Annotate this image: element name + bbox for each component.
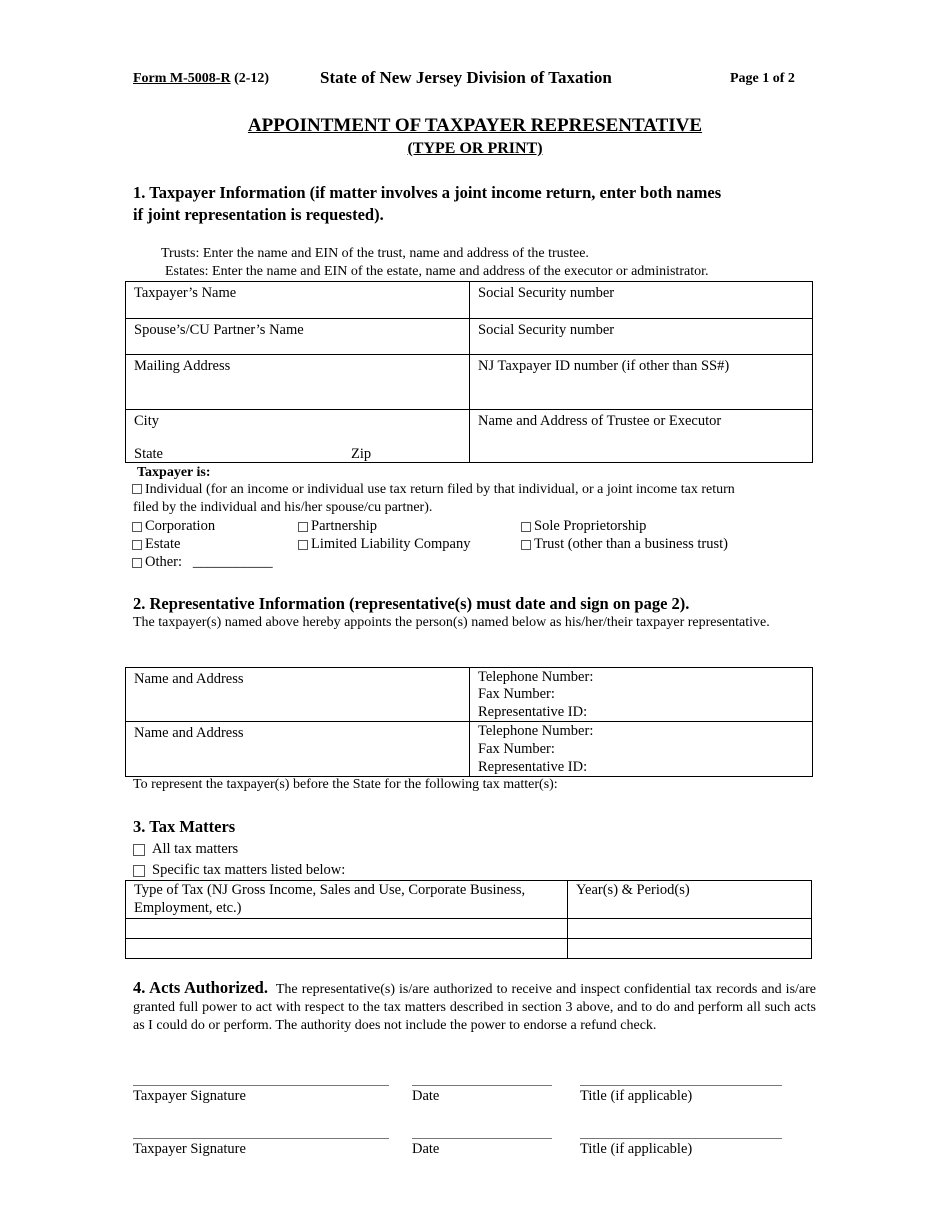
- section2-intro: The taxpayer(s) named above hereby appoints the person(s) named below as his/her/their taxpayer representative.: [133, 615, 770, 630]
- years-cell-2[interactable]: [567, 938, 812, 959]
- sole-proprietorship-option[interactable]: [521, 518, 646, 535]
- section4-heading: 4. Acts Authorized.: [133, 978, 268, 997]
- sole-proprietorship-checkbox[interactable]: [521, 522, 531, 532]
- nj-taxpayer-id-label: NJ Taxpayer ID number (if other than SS#): [478, 358, 730, 374]
- trust-option[interactable]: [521, 536, 728, 553]
- partnership-checkbox[interactable]: [298, 522, 308, 532]
- section3-heading: 3. Tax Matters: [133, 817, 236, 836]
- rep1-fax-label: Fax Number:: [478, 686, 555, 702]
- llc-option[interactable]: [298, 536, 470, 553]
- rep2-fax-label: Fax Number:: [478, 741, 555, 757]
- years-header: [567, 880, 812, 919]
- state-label: State: [134, 446, 163, 462]
- form-number: Form M-5008-R: [133, 71, 231, 86]
- llc-label: Limited Liability Company: [311, 536, 471, 552]
- signature-label-2: Taxpayer Signature: [133, 1141, 246, 1157]
- rep1-name-address-field[interactable]: [125, 667, 470, 722]
- form-number-line: [133, 71, 269, 87]
- estate-option[interactable]: [132, 536, 180, 553]
- rep2-name-address-field[interactable]: [125, 721, 470, 777]
- individual-option[interactable]: [132, 482, 735, 498]
- signature-label-1: Taxpayer Signature: [133, 1088, 246, 1104]
- section1-heading-line2: if joint representation is requested).: [133, 205, 384, 224]
- rep2-contact-field[interactable]: [469, 721, 813, 777]
- form-title: APPOINTMENT OF TAXPAYER REPRESENTATIVE: [247, 115, 703, 136]
- section2-heading: 2. Representative Information (representative(s) must date and sign on page 2).: [133, 594, 690, 613]
- specific-matters-option[interactable]: [133, 862, 345, 879]
- trusts-note: Trusts: Enter the name and EIN of the trust, name and address of the trustee.: [161, 246, 589, 261]
- taxpayer-name-label: Taxpayer’s Name: [134, 285, 237, 301]
- section2-closing: To represent the taxpayer(s) before the State for the following tax matter(s):: [133, 777, 558, 792]
- other-label: Other:: [145, 554, 183, 570]
- partnership-option[interactable]: [298, 518, 377, 535]
- mailing-address-label: Mailing Address: [134, 358, 231, 374]
- taxpayer-name-field[interactable]: [125, 281, 470, 319]
- rep2-id-label: Representative ID:: [478, 759, 588, 775]
- rep1-telephone-label: Telephone Number:: [478, 669, 594, 685]
- date-line-2[interactable]: [412, 1138, 552, 1139]
- years-header-label: Year(s) & Period(s): [576, 882, 690, 898]
- tax-type-header-line1: Type of Tax (NJ Gross Income, Sales and Use, Corporate Business,: [134, 882, 526, 898]
- ssn-field-1[interactable]: [469, 281, 813, 319]
- title-line-1[interactable]: [580, 1085, 782, 1086]
- partnership-label: Partnership: [311, 518, 378, 534]
- title-label-1: Title (if applicable): [580, 1088, 693, 1104]
- title-label-2: Title (if applicable): [580, 1141, 693, 1157]
- rep1-id-label: Representative ID:: [478, 704, 588, 720]
- all-matters-label: All tax matters: [152, 841, 239, 857]
- ssn-label-2: Social Security number: [478, 322, 615, 338]
- spouse-name-field[interactable]: [125, 318, 470, 355]
- estate-label: Estate: [145, 536, 181, 552]
- spouse-name-label: Spouse’s/CU Partner’s Name: [134, 322, 304, 338]
- signature-line-2[interactable]: [133, 1138, 389, 1139]
- specific-matters-checkbox[interactable]: [133, 865, 145, 877]
- corporation-option[interactable]: [132, 518, 215, 535]
- estates-note: Estates: Enter the name and EIN of the estate, name and address of the executor or administrator.: [165, 264, 709, 279]
- city-label: City: [134, 413, 159, 429]
- date-line-1[interactable]: [412, 1085, 552, 1086]
- all-matters-checkbox[interactable]: [133, 844, 145, 856]
- form-subtitle: (TYPE OR PRINT): [407, 140, 543, 157]
- tax-type-cell-2[interactable]: [125, 938, 568, 959]
- ssn-label-1: Social Security number: [478, 285, 615, 301]
- section4-paragraph: [133, 979, 816, 1035]
- corporation-checkbox[interactable]: [132, 522, 142, 532]
- individual-label-line2: filed by the individual and his/her spouse/cu partner).: [133, 500, 433, 515]
- section4-body: The representative(s) is/are authorized to receive and inspect confidential tax records and is/are granted full power to act with respect to the tax matters described in section 3 above, and to do and perform all such acts as I could do or perform. The authority does not include the power to endorse a refund check.: [133, 982, 816, 1033]
- sole-proprietorship-label: Sole Proprietorship: [534, 518, 647, 534]
- section1-heading-line1: 1. Taxpayer Information (if matter involves a joint income return, enter both names: [133, 183, 722, 202]
- taxpayer-is-label: Taxpayer is:: [137, 465, 211, 480]
- ssn-field-2[interactable]: [469, 318, 813, 355]
- page-number: Page 1 of 2: [730, 71, 795, 86]
- rep1-name-address-label: Name and Address: [134, 671, 244, 687]
- zip-label: Zip: [351, 446, 372, 462]
- date-label-1: Date: [412, 1088, 440, 1104]
- specific-matters-label: Specific tax matters listed below:: [152, 862, 346, 878]
- other-input-line[interactable]: ___________: [192, 554, 273, 570]
- title-line-2[interactable]: [580, 1138, 782, 1139]
- tax-type-header-line2: Employment, etc.): [134, 900, 242, 916]
- all-matters-option[interactable]: [133, 841, 238, 858]
- tax-type-header: [125, 880, 568, 919]
- corporation-label: Corporation: [145, 518, 216, 534]
- signature-line-1[interactable]: [133, 1085, 389, 1086]
- trustee-label: Name and Address of Trustee or Executor: [478, 413, 722, 429]
- individual-checkbox[interactable]: [132, 484, 142, 494]
- rep1-contact-field[interactable]: [469, 667, 813, 722]
- rep2-name-address-label: Name and Address: [134, 725, 244, 741]
- nj-taxpayer-id-field[interactable]: [469, 354, 813, 410]
- tax-type-cell-1[interactable]: [125, 918, 568, 939]
- mailing-address-field[interactable]: [125, 354, 470, 410]
- other-checkbox[interactable]: [132, 558, 142, 568]
- individual-label: Individual (for an income or individual use tax return filed by that individual, or a joint income tax return: [145, 482, 735, 497]
- other-option[interactable]: [132, 554, 273, 571]
- estate-checkbox[interactable]: [132, 540, 142, 550]
- trust-checkbox[interactable]: [521, 540, 531, 550]
- agency-name: State of New Jersey Division of Taxation: [320, 68, 612, 87]
- trust-label: Trust (other than a business trust): [534, 536, 728, 552]
- years-cell-1[interactable]: [567, 918, 812, 939]
- form-revision: (2-12): [234, 71, 270, 86]
- llc-checkbox[interactable]: [298, 540, 308, 550]
- city-state-zip-field[interactable]: [125, 409, 470, 463]
- date-label-2: Date: [412, 1141, 440, 1157]
- trustee-field[interactable]: [469, 409, 813, 463]
- rep2-telephone-label: Telephone Number:: [478, 723, 594, 739]
